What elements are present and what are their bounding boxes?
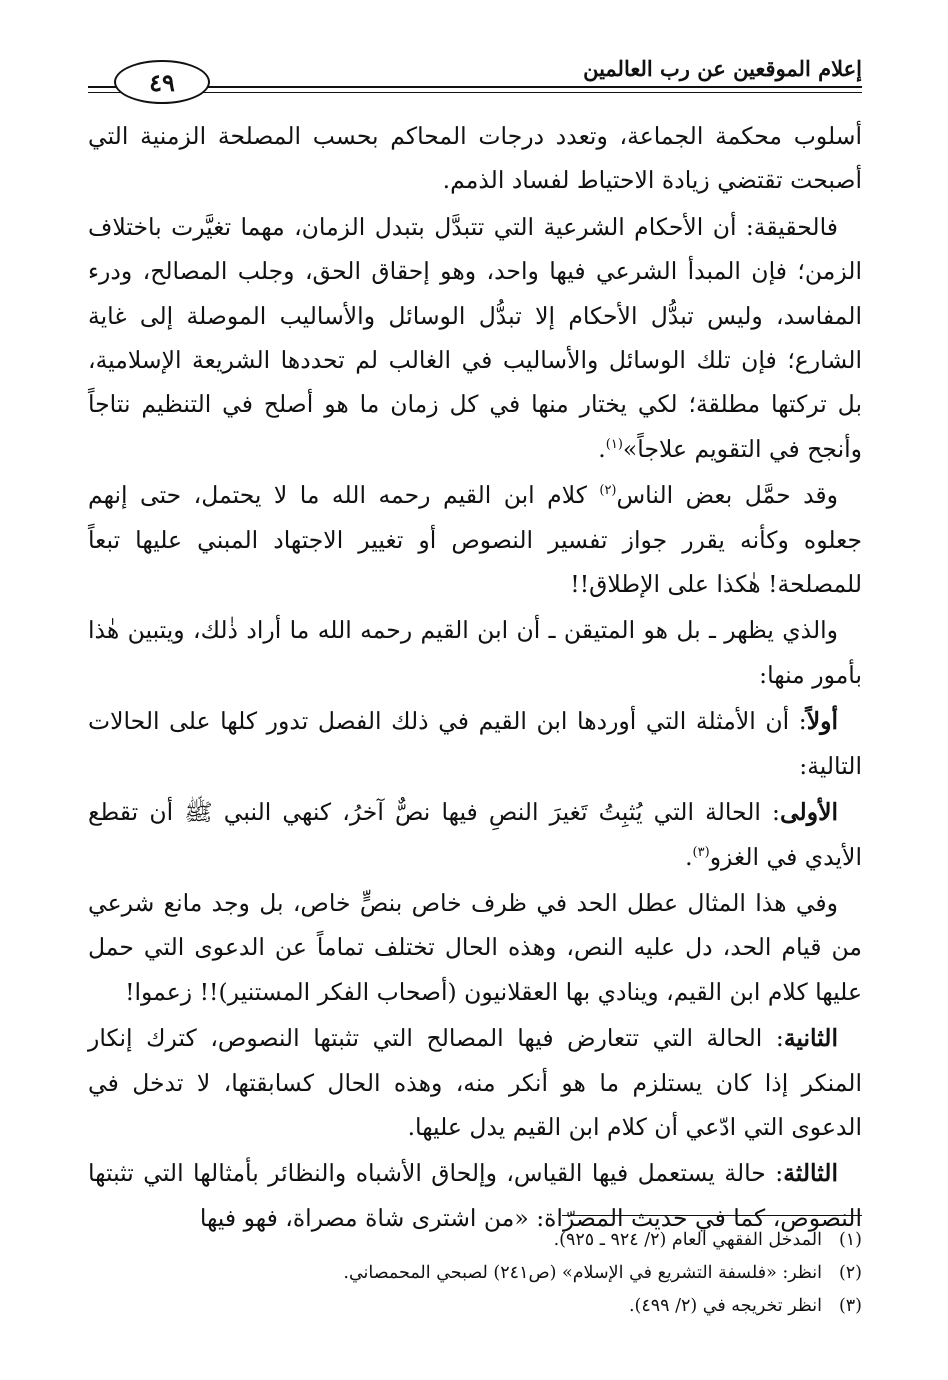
footnote: (١)المدخل الفقهي العام (٢/ ٩٢٤ ـ ٩٢٥). [553, 1230, 862, 1250]
running-title: إعلام الموقعين عن رب العالمين [583, 56, 862, 81]
paragraph: أسلوب محكمة الجماعة، وتعدد درجات المحاكم بحسب المصلحة الزمنية التي أصبحت تقتضي زيادة الاحتياط لفساد الذمم. [88, 122, 862, 195]
paragraph: فالحقيقة: أن الأحكام الشرعية التي تتبدَّل بتبدل الزمان، مهما تغيَّرت باختلاف الزمن؛ فإن المبدأ الشرعي فيها واحد، وهو إحقاق الحق، وجلب المصالح، ودرء المفاسد، وليس تبدُّل الأحكام إلا تبدُّل الوسائل والأساليب الموصلة إلى غاية الشارع؛ فإن تلك الوسائل والأساليب في الغالب لم تحددها الشريعة الإسلامية، بل تركتها مطلقة؛ لكي يختار منها في كل زمان ما هو أصلح في التنظيم نتاجاً وأنجح في التقويم علاجاً»$^{(١)}$. [88, 212, 862, 463]
footnote-ref: (١) [605, 437, 623, 453]
main-text [88, 114, 862, 1242]
page-number: ٤٩ [114, 60, 210, 104]
paragraph-lead: الأولى [779, 798, 838, 827]
paragraph-lead: الثانية [783, 1024, 838, 1053]
paragraph: وفي هذا المثال عطل الحد في ظرف خاص بنصٍّ خاص، بل وجد مانع شرعي من قيام الحد، دل عليه النص، وهذه الحال تختلف تماماً عن الدعوى التي حمل عليها كلام ابن القيم، وينادي بها العقلانيون (أصحاب الفكر المستنير)!! زعموا! [88, 888, 862, 1006]
paragraph-lead: الثالثة [783, 1159, 838, 1188]
paragraph: الأولى: الحالة التي يُثبِتُ تَغيرَ النصِ فيها نصٌّ آخرُ، كنهي النبي ﷺ أن تقطع الأيدي في الغزو$^{(٣)}$. [88, 798, 862, 871]
footnote-ref: (٣) [692, 844, 710, 860]
footnote: (٢)انظر: «فلسفة التشريع في الإسلام» (ص٢٤١) لصبحي المحمصاني. [343, 1263, 862, 1283]
paragraph: الثالثة: حالة يستعمل فيها القياس، وإلحاق الأشباه والنظائر بأمثالها التي تثبتها النصوص، كما في حديث المصرّاة: «من اشترى شاة مصراة، فهو فيها [88, 1159, 862, 1232]
footnote-ref: (٢) [599, 483, 617, 499]
footnote: (٣)انظر تخريجه في (٢/ ٤٩٩). [628, 1296, 862, 1316]
paragraph: الثانية: الحالة التي تتعارض فيها المصالح التي تثبتها النصوص، كترك إنكار المنكر إذا كان يستلزم ما هو أنكر منه، وهذه الحال كسابقتها، لا تدخل في الدعوى التي ادّعي أن كلام ابن القيم يدل عليها. [88, 1024, 862, 1141]
paragraph: وقد حمَّل بعض الناس$^{(٢)}$ كلام ابن القيم رحمه الله ما لا يحتمل، حتى إنهم جعلوه وكأنه يقرر جواز تفسير النصوص أو تغيير الاجتهاد المبني عليها تبعاً للمصلحة! هٰكذا على الإطلاق!! [88, 481, 862, 599]
paragraph: أولاً: أن الأمثلة التي أوردها ابن القيم في ذلك الفصل تدور كلها على الحالات التالية: [88, 707, 862, 780]
footnote-separator [562, 1215, 862, 1216]
paragraph-lead: أولاً [806, 707, 838, 736]
footnotes [88, 1224, 862, 1323]
paragraph: والذي يظهر ـ بل هو المتيقن ـ أن ابن القيم رحمه الله ما أراد ذٰلك، ويتبين هٰذا بأمور منها: [88, 616, 862, 689]
